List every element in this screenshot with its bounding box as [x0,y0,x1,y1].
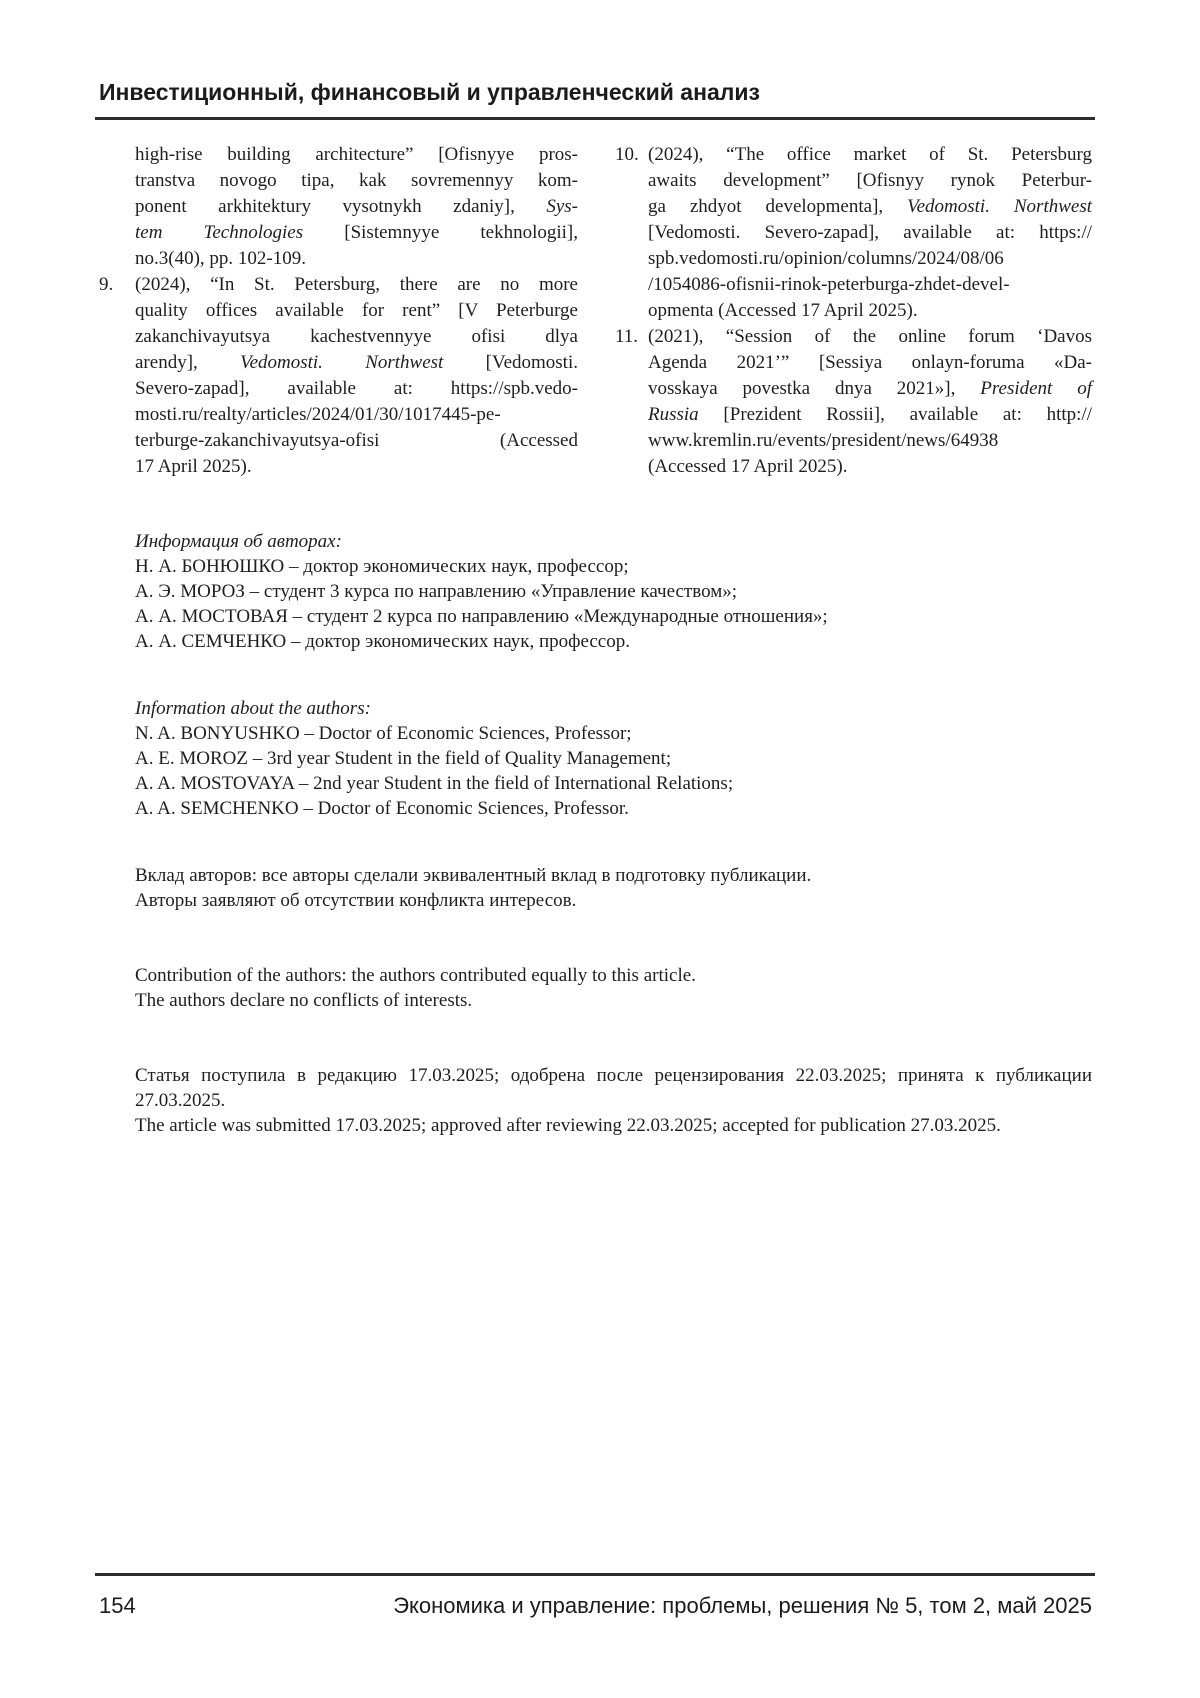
reference-item [99,272,578,480]
reference-line: /1054086-ofisnii-rinok-peterburga-zhdet-devel- [648,274,1010,295]
reference-line: tem Technologies [Sistemnyye tekhnologii], [135,222,578,243]
reference-item [615,324,1092,480]
reference-line: (Accessed 17 April 2025). [648,456,848,477]
text-line: А. А. МОСТОВАЯ – студент 2 курса по направлению «Международные отношения»; [135,606,828,627]
authors-ru [135,529,1092,654]
reference-line: no.3(40), pp. 102-109. [135,248,306,269]
reference-item [99,142,578,272]
italic-text: President of [980,378,1092,399]
reference-line: high-rise building architecture” [Ofisnyye pros- [135,144,578,165]
reference-line: terburge-zakanchivayutsya-ofisi (Accessed [135,430,578,451]
reference-line: [Vedomosti. Severo-zapad], available at: https:// [648,222,1092,243]
text-line: A. E. MOROZ – 3rd year Student in the field of Quality Management; [135,748,672,769]
reference-line: www.kremlin.ru/events/president/news/64938 [648,430,999,451]
text-line: A. A. MOSTOVAYA – 2nd year Student in the field of International Relations; [135,773,734,794]
reference-line: Russia [Prezident Rossii], available at: http:// [648,404,1092,425]
italic-text: Vedomosti. Northwest [907,196,1093,217]
italic-text: Vedomosti. Northwest [240,352,444,373]
reference-line: spb.vedomosti.ru/opinion/columns/2024/08/06 [648,248,1004,269]
text-line: Авторы заявляют об отсутствии конфликта интересов. [135,890,577,911]
reference-line: (2021), “Session of the online forum ‘Davos [648,326,1092,347]
text-line: A. A. SEMCHENKO – Doctor of Economic Sciences, Professor. [135,798,629,819]
reference-line: arendy], Vedomosti. Northwest [Vedomosti. [135,352,578,373]
text-line: Contribution of the authors: the authors contributed equally to this article. [135,965,696,986]
reference-line: (2024), “The office market of St. Petersburg [648,144,1092,165]
reference-line: (2024), “In St. Petersburg, there are no more [135,274,578,295]
reference-column-left [99,142,578,480]
reference-line: awaits development” [Ofisnyy rynok Peterbur- [648,170,1092,191]
page-title: Инвестиционный, финансовый и управленческий анализ [99,79,760,105]
reference-line: vosskaya povestka dnya 2021»], President of [648,378,1092,399]
author-info-area [135,529,1092,1138]
italic-text: tem Technologies [135,222,304,243]
contribution-en [135,963,1092,1013]
authors-en [135,696,1092,821]
text-line: 27.03.2025. [135,1090,226,1111]
reference-line: ponent arkhitektury vysotnykh zdaniy], Sys- [135,196,578,217]
reference-number: 11. [615,326,639,347]
section-heading: Информация об авторах: [135,531,342,552]
contribution-ru [135,863,1092,913]
submission-en [135,1113,1092,1138]
text-line: Вклад авторов: все авторы сделали эквивалентный вклад в подготовку публикации. [135,865,812,886]
italic-text: Sys- [546,196,578,217]
italic-text: Russia [648,404,699,425]
reference-item [615,142,1092,324]
text-line: А. А. СЕМЧЕНКО – доктор экономических наук, профессор. [135,631,630,652]
reference-line: zakanchivayutsya kachestvennyye ofisi dlya [135,326,578,347]
text-line: Статья поступила в редакцию 17.03.2025; одобрена после рецензирования 22.03.2025; принята к публикации [135,1065,1092,1086]
reference-line: Severo-zapad], available at: https://spb.vedo- [135,378,578,399]
reference-number: 9. [99,274,114,295]
journal-title: Экономика и управление: проблемы, решения № 5, том 2, май 2025 [393,1593,1092,1618]
reference-column-right [615,142,1092,480]
submission-ru [135,1063,1092,1113]
text-line: Н. А. БОНЮШКО – доктор экономических наук, профессор; [135,556,629,577]
reference-line: Agenda 2021’” [Sessiya onlayn-foruma «Da- [648,352,1092,373]
reference-line: 17 April 2025). [135,456,252,477]
reference-line: quality offices available for rent” [V Peterburge [135,300,578,321]
reference-list [99,142,1092,480]
header-rule [95,117,1095,120]
section-heading: Information about the authors: [135,698,371,719]
reference-line: transtva novogo tipa, kak sovremennyy kom- [135,170,578,191]
reference-number: 10. [615,144,639,165]
reference-line: opmenta (Accessed 17 April 2025). [648,300,918,321]
text-line: А. Э. МОРОЗ – студент 3 курса по направлению «Управление качеством»; [135,581,738,602]
reference-line: mosti.ru/realty/articles/2024/01/30/1017445-pe- [135,404,501,425]
text-line: The authors declare no conflicts of interests. [135,990,473,1011]
text-line: N. A. BONYUSHKO – Doctor of Economic Sciences, Professor; [135,723,632,744]
footer-rule [95,1573,1095,1576]
reference-line: ga zhdyot developmenta], Vedomosti. Northwest [648,196,1093,217]
text-line: The article was submitted 17.03.2025; approved after reviewing 22.03.2025; accepted for publication 27.03.2025. [135,1115,1001,1136]
page-number: 154 [99,1593,136,1618]
